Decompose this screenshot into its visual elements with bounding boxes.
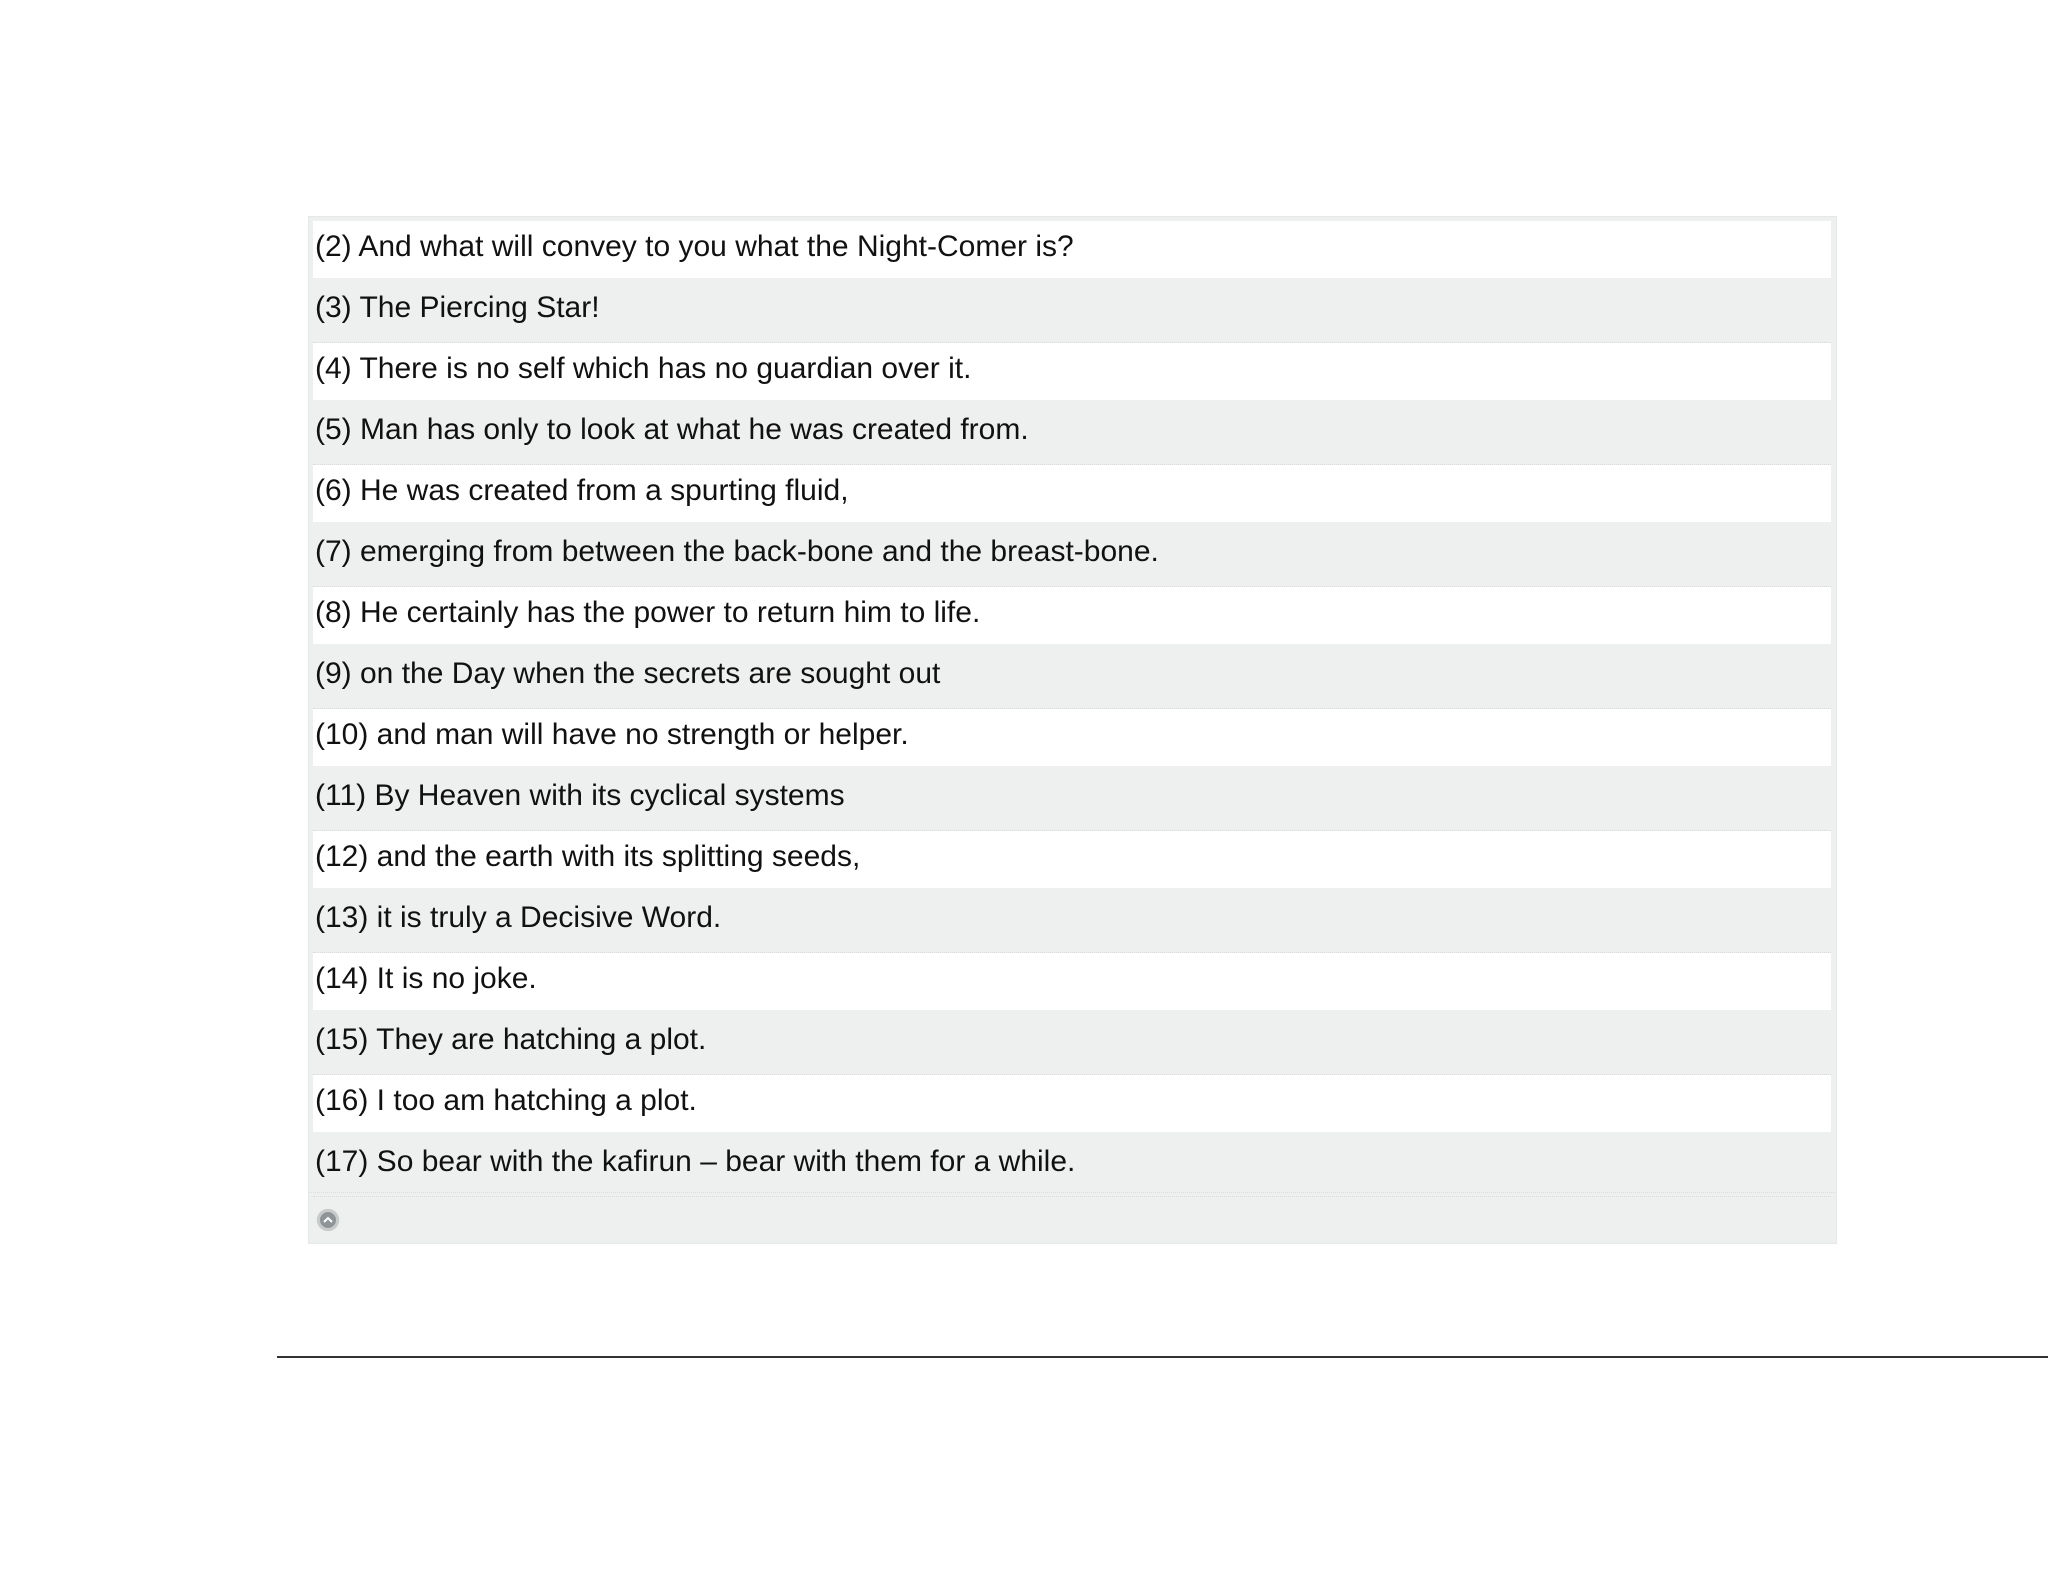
- verse-text: (4) There is no self which has no guardian over it.: [315, 352, 972, 385]
- verse-row: [313, 587, 1831, 644]
- verse-text: (13) it is truly a Decisive Word.: [315, 901, 722, 934]
- verse-row: [313, 465, 1831, 522]
- verse-row: [313, 709, 1831, 766]
- verse-text: (7) emerging from between the back-bone and the breast-bone.: [315, 535, 1159, 568]
- verse-text: (5) Man has only to look at what he was created from.: [315, 413, 1029, 446]
- verse-text: (15) They are hatching a plot.: [315, 1023, 707, 1056]
- verse-text: (10) and man will have no strength or helper.: [315, 718, 909, 751]
- verse-panel: [308, 216, 1837, 1244]
- verse-text: (8) He certainly has the power to return him to life.: [315, 596, 981, 629]
- verse-row: [313, 831, 1831, 888]
- verse-row: [313, 648, 1831, 709]
- verse-row: [313, 526, 1831, 587]
- verse-text: (17) So bear with the kafirun – bear with them for a while.: [315, 1145, 1076, 1178]
- verse-row: [313, 1075, 1831, 1132]
- panel-footer: [309, 1192, 1836, 1245]
- verse-text: (11) By Heaven with its cyclical systems: [315, 779, 845, 812]
- chevron-up-icon: [323, 1216, 333, 1224]
- verse-text: (3) The Piercing Star!: [315, 291, 600, 324]
- verse-row: [313, 953, 1831, 1010]
- verse-row: [313, 221, 1831, 278]
- verse-list: [313, 221, 1831, 1197]
- verse-row: [313, 1136, 1831, 1197]
- footnote-divider: [277, 1356, 2048, 1358]
- verse-row: [313, 1014, 1831, 1075]
- verse-text: (6) He was created from a spurting fluid,: [315, 474, 849, 507]
- verse-row: [313, 892, 1831, 953]
- verse-text: (12) and the earth with its splitting seeds,: [315, 840, 861, 873]
- verse-text: (2) And what will convey to you what the Night-Comer is?: [315, 230, 1074, 263]
- verse-text: (9) on the Day when the secrets are sought out: [315, 657, 941, 690]
- verse-text: (14) It is no joke.: [315, 962, 537, 995]
- verse-row: [313, 282, 1831, 343]
- verse-row: [313, 404, 1831, 465]
- verse-text: (16) I too am hatching a plot.: [315, 1084, 697, 1117]
- collapse-button[interactable]: [317, 1209, 339, 1231]
- verse-row: [313, 343, 1831, 400]
- verse-row: [313, 770, 1831, 831]
